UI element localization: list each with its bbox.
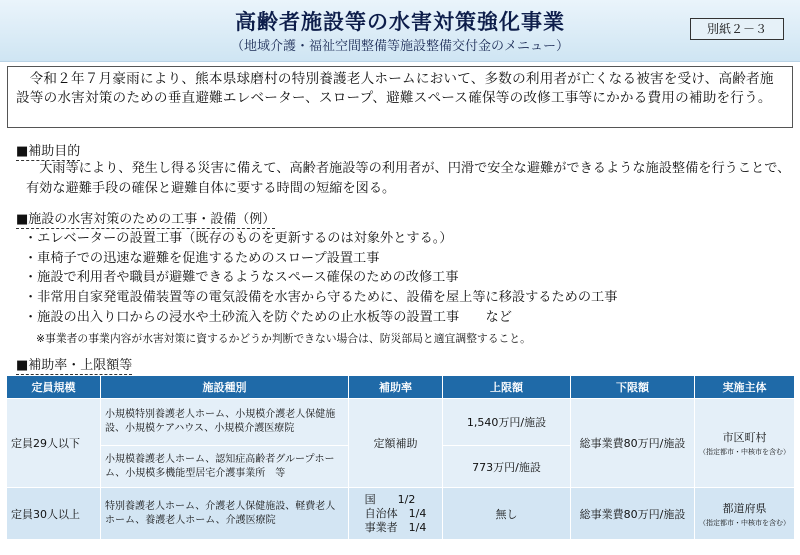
facility-type-cell: 小規模養護老人ホーム、認知症高齢者グループホーム、小規模多機能型居宅介護事業所 等 [101, 446, 349, 488]
capacity-cell: 定員29人以下 [7, 399, 101, 488]
table-row [7, 488, 795, 540]
purpose-heading: ■補助目的 [16, 144, 81, 159]
works-heading: ■施設の水害対策のための工事・設備（例） [16, 212, 276, 227]
rates-heading: ■補助率・上限額等 [16, 358, 133, 373]
lower-limit-cell: 総事業費80万円/施設 [571, 488, 695, 540]
summary-box [7, 66, 793, 128]
column-header: 定員規模 [7, 376, 101, 399]
entity-cell [695, 399, 795, 488]
list-item: ・車椅子での迅速な避難を促進するためのスロープ設置工事 [24, 250, 380, 266]
entity-note: （指定都市・中核市を含む） [699, 448, 790, 456]
column-header: 施設種別 [101, 376, 349, 399]
entity-note: （指定都市・中核市を含む） [699, 518, 790, 527]
rate-cell: 定額補助 [349, 399, 443, 488]
rate-cell [349, 488, 443, 540]
title-banner [0, 0, 800, 62]
page-title: 高齢者施設等の水害対策強化事業 [235, 10, 565, 34]
entity-name: 市区町村 [722, 431, 767, 444]
upper-limit-cell: 無し [443, 488, 571, 540]
summary-text: 令和２年７月豪雨により、熊本県球磨村の特別養護老人ホームにおいて、多数の利用者が亡くなる被害を受け、高齢者施設等の水害対策のための垂直避難エレベーター、スロープ、避難スペース確保等の改修工事等にかかる費用の補助を行う。 [16, 71, 774, 106]
entity-name: 都道府県 [722, 501, 767, 515]
column-header: 実施主体 [695, 376, 795, 399]
works-list [24, 229, 784, 328]
list-item: ・施設で利用者や職員が避難できるようなスペース確保のための改修工事 [24, 270, 459, 286]
column-header: 下限額 [571, 376, 695, 399]
facility-type-cell: 小規模特別養護老人ホーム、小規模介護老人保健施設、小規模ケアハウス、小規模介護医療院 [101, 399, 349, 446]
column-header: 上限額 [443, 376, 571, 399]
list-item: ・非常用自家発電設備装置等の電気設備を水害から守るために、設備を屋上等に移設するための工事 [24, 290, 618, 306]
entity-cell [695, 488, 795, 540]
rate-line: 国 1/2 [364, 492, 416, 506]
facility-type-cell: 特別養護老人ホーム、介護老人保健施設、軽費老人ホーム、養護老人ホーム、介護医療院 [101, 488, 349, 540]
list-item: ・エレベーターの設置工事（既存のものを更新するのは対象外とする。） [24, 231, 453, 246]
rate-line: 自治体 1/4 [364, 506, 427, 520]
page-subtitle: （地域介護・福祉空間整備等施設整備交付金のメニュー） [230, 39, 569, 54]
column-header: 補助率 [349, 376, 443, 399]
rate-line: 事業者 1/4 [364, 520, 427, 534]
list-item: ・施設の出入り口からの浸水や土砂流入を防ぐための止水板等の設置工事 など [24, 309, 512, 325]
capacity-cell: 定員30人以上 [7, 488, 101, 540]
lower-limit-cell: 総事業費80万円/施設 [571, 399, 695, 488]
table-row [7, 399, 795, 446]
attachment-badge: 別紙２－３ [690, 18, 784, 40]
works-note: ※事業者の事業内容が水害対策に資するかどうか判断できない場合は、防災部局と適宜調整すること。 [36, 332, 531, 345]
rates-table [6, 375, 795, 540]
table-header-row [7, 376, 795, 399]
purpose-text: 大雨等により、発生し得る災害に備えて、高齢者施設等の利用者が、円滑で安全な避難ができるような施設整備を行うことで、有効な避難手段の確保と避難自体に要する時間の短縮を図る。 [26, 161, 791, 196]
upper-limit-cell: 773万円/施設 [443, 446, 571, 488]
upper-limit-cell: 1,540万円/施設 [443, 399, 571, 446]
